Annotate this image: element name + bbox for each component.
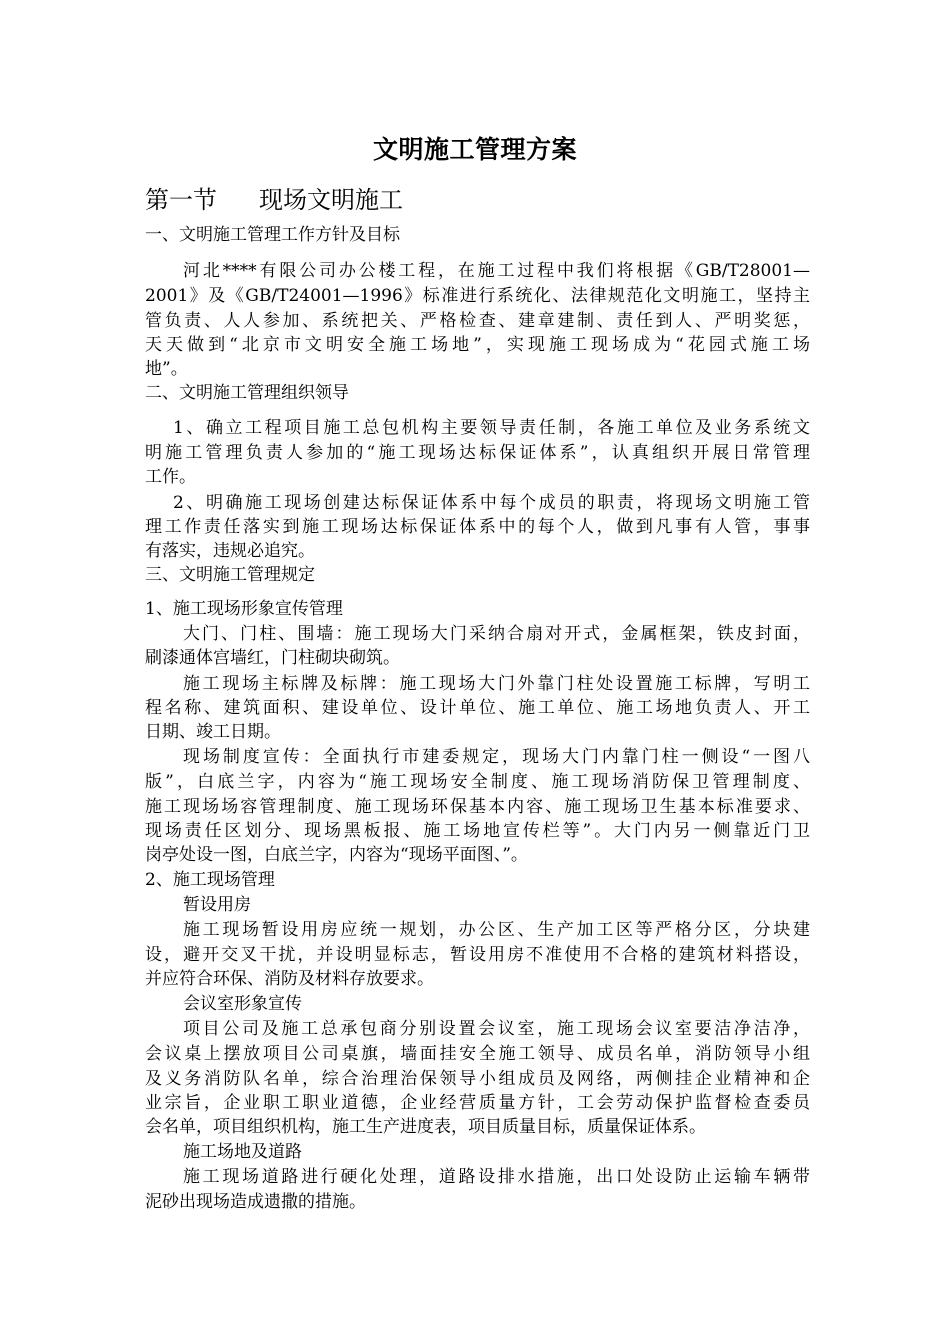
heading-policy-goals: 一、文明施工管理工作方针及目标 [145,225,400,245]
paragraph-line: 施工现场主标牌及标牌：施工现场大门外靠门柱处设置施工标牌，写明工 [183,674,810,694]
paragraph-line: 岗亭处设一图，白底兰字，内容为“现场平面图、”。 [145,845,528,865]
paragraph-line: 天天做到“北京市文明安全施工场地”，实现施工现场成为“花园式施工场 [145,335,810,355]
paragraph-line: 泥砂出现场造成遗撒的措施。 [145,1192,366,1212]
section-number: 第一节 [145,186,217,214]
document-title: 文明施工管理方案 [372,135,577,164]
paragraph-line: 现场制度宣传：全面执行市建委规定，现场大门内靠门柱一侧设“一图八 [183,747,810,767]
paragraph-line: 施工现场场容管理制度、施工现场环保基本内容、施工现场卫生基本标准要求、 [145,797,810,817]
paragraph-line: 施工现场暂设用房应统一规划，办公区、生产加工区等严格分区，分块建 [183,920,810,940]
paragraph-line: 明施工管理负责人参加的“施工现场达标保证体系”，认真组织开展日常管理 [145,443,810,463]
paragraph-line: 2001》及《GB/T24001—1996》标准进行系统化、法律规范化文明施工，坚持主 [145,286,810,306]
subheading-site-roads: 施工场地及道路 [183,1142,302,1162]
section-name: 现场文明施工 [259,186,403,214]
subheading-temporary-housing: 暂设用房 [183,895,251,915]
paragraph-line: 地”。 [145,359,188,379]
paragraph-line: 工作。 [145,467,196,487]
paragraph-line: 会名单，项目组织机构，施工生产进度表，项目质量目标，质量保证体系。 [145,1117,706,1137]
paragraph-line: 程名称、建筑面积、建设单位、设计单位、施工单位、施工场地负责人、开工 [145,698,810,718]
paragraph-line: 会议桌上摆放项目公司桌旗，墙面挂安全施工领导、成员名单，消防领导小组 [145,1044,810,1064]
paragraph-line: 并应符合环保、消防及材料存放要求。 [145,969,434,989]
paragraph-line: 2、明确施工现场创建达标保证体系中每个成员的职责，将现场文明施工管 [173,493,810,513]
paragraph-line: 日期、竣工日期。 [145,722,281,742]
paragraph-line: 施工现场道路进行硬化处理，道路设排水措施，出口处设防止运输车辆带 [183,1167,810,1187]
subheading-publicity: 1、施工现场形象宣传管理 [145,599,343,619]
paragraph-line: 业宗旨，企业职工职业道德，企业经营质量方针，工会劳动保护监督检查委员 [145,1093,810,1113]
paragraph-line: 及义务消防队名单，综合治理治保领导小组成员及网络，两侧挂企业精神和企 [145,1069,810,1089]
paragraph-line: 1、确立工程项目施工总包机构主要领导责任制，各施工单位及业务系统文 [173,418,810,438]
paragraph-line: 现场责任区划分、现场黑板报、施工场地宣传栏等”。大门内另一侧靠近门卫 [145,821,810,841]
subheading-meeting-room: 会议室形象宣传 [183,994,302,1014]
heading-regulations: 三、文明施工管理规定 [145,565,315,585]
paragraph-line: 项目公司及施工总承包商分别设置会议室，施工现场会议室要洁净洁净， [183,1019,810,1039]
section-heading [145,183,403,217]
paragraph-line: 刷漆通体宫墙红，门柱砌块砌筑。 [145,648,400,668]
paragraph-line: 有落实，违规必追究。 [145,541,315,561]
paragraph-line: 河北****有限公司办公楼工程，在施工过程中我们将根据《GB/T28001— [183,261,810,281]
paragraph-line: 大门、门柱、围墙：施工现场大门采纳合扇对开式，金属框架，铁皮封面， [183,624,810,644]
paragraph-line: 理工作责任落实到施工现场达标保证体系中的每个人，做到凡事有人管，事事 [145,517,810,537]
paragraph-line: 管负责、人人参加、系统把关、严格检查、建章建制、责任到人、严明奖惩， [145,311,810,331]
paragraph-line: 设，避开交叉干扰，并设明显标志，暂设用房不准使用不合格的建筑材料搭设， [145,945,810,965]
subheading-site-management: 2、施工现场管理 [145,870,275,890]
heading-organization: 二、文明施工管理组织领导 [145,383,349,403]
paragraph-line: 版”，白底兰字，内容为“施工现场安全制度、施工现场消防保卫管理制度、 [145,772,810,792]
